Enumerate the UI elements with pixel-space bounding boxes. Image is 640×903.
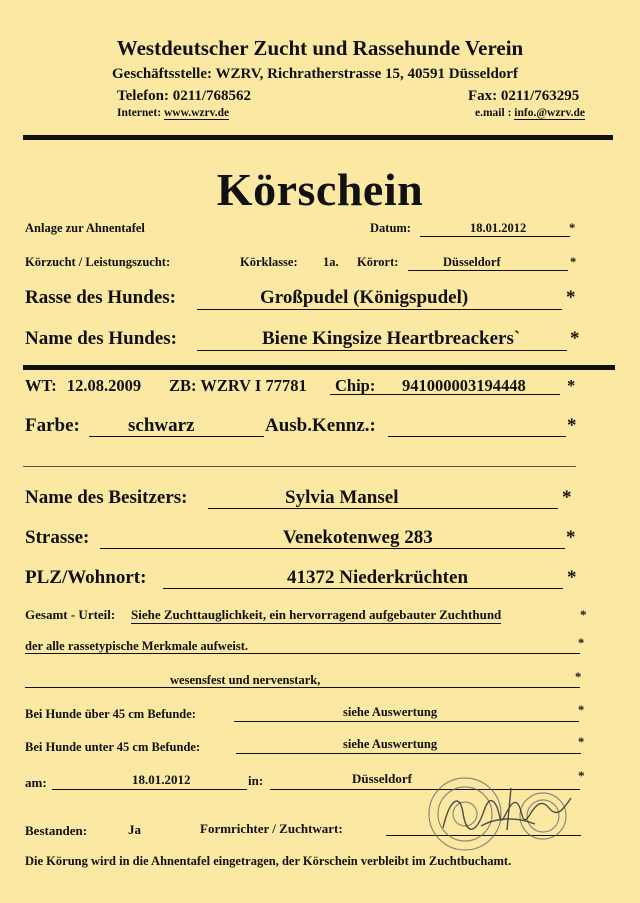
star-mark: *	[578, 703, 585, 717]
strasse-label: Strasse:	[25, 527, 90, 548]
star-mark: *	[567, 415, 577, 436]
wt-row	[25, 376, 141, 396]
datum-label: Datum:	[370, 221, 411, 235]
internet-label: Internet:	[117, 107, 162, 119]
internet	[117, 107, 229, 119]
star-mark: *	[566, 527, 576, 548]
star-mark: *	[566, 287, 576, 308]
wt-label: WT:	[25, 376, 57, 395]
hund-name-value: Biene Kingsize Heartbreackers`	[262, 328, 521, 349]
star-mark: *	[575, 670, 582, 684]
star-mark: *	[567, 567, 577, 588]
plz-label: PLZ/Wohnort:	[25, 567, 147, 588]
richter-label: Formrichter / Zuchtwart:	[200, 821, 343, 836]
star-mark: *	[569, 221, 576, 235]
office-address: Geschäftsstelle: WZRV, Richratherstrasse 15, 40591 Düsseldorf	[112, 66, 518, 82]
besitzer-value: Sylvia Mansel	[285, 487, 399, 508]
unter45-value: siehe Auswertung	[343, 737, 438, 751]
internet-link[interactable]: www.wzrv.de	[163, 107, 230, 119]
korklasse-label: Körklasse:	[240, 255, 298, 269]
zb-row	[169, 376, 307, 396]
korzucht-label: Körzucht / Leistungszucht:	[25, 255, 171, 269]
email-link[interactable]: info.@wzrv.de	[514, 107, 586, 119]
section-divider	[23, 365, 615, 370]
am-value: 18.01.2012	[132, 772, 191, 787]
header-divider	[23, 135, 613, 140]
farbe-value: schwarz	[128, 415, 195, 436]
in-label: in:	[248, 773, 264, 788]
ueber45-value: siehe Auswertung	[343, 705, 438, 719]
fax: Fax: 0211/763295	[468, 88, 580, 104]
star-mark: *	[562, 487, 572, 508]
email	[475, 107, 585, 119]
zb-label: ZB:	[169, 376, 197, 395]
anlage-label: Anlage zur Ahnentafel	[25, 221, 145, 235]
rasse-label: Rasse des Hundes:	[25, 287, 176, 308]
star-mark: *	[578, 636, 585, 650]
rasse-value: Großpudel (Königspudel)	[260, 287, 469, 308]
korort-value: Düsseldorf	[443, 255, 501, 269]
urteil-line-3: wesensfest und nervenstark,	[170, 673, 321, 687]
star-mark: *	[570, 255, 577, 269]
star-mark: *	[570, 328, 580, 349]
star-mark: *	[578, 735, 585, 749]
chip-value: 941000003194448	[402, 376, 526, 395]
star-mark: *	[578, 768, 585, 783]
zb-value: WZRV I 77781	[200, 376, 307, 395]
besitzer-label: Name des Besitzers:	[25, 487, 188, 508]
in-value: Düsseldorf	[352, 771, 412, 786]
chip-label: Chip:	[335, 376, 376, 395]
korklasse-value: 1a.	[323, 255, 339, 269]
star-mark: *	[580, 607, 587, 622]
page-title: Körschein	[216, 164, 424, 215]
bestanden-label: Bestanden:	[25, 823, 88, 838]
bestanden-value: Ja	[128, 822, 141, 837]
wt-value: 12.08.2009	[66, 376, 142, 395]
urteil-line-2: der alle rassetypische Merkmale aufweist.	[25, 639, 248, 653]
phone: Telefon: 0211/768562	[117, 88, 252, 104]
footer-note: Die Körung wird in die Ahnentafel eingetragen, der Körschein verbleibt im Zuchtbuchamt.	[25, 854, 512, 868]
star-mark: *	[567, 376, 576, 395]
unter45-label: Bei Hunde unter 45 cm Befunde:	[25, 740, 201, 754]
org-name: Westdeutscher Zucht und Rassehunde Verein	[116, 36, 524, 60]
plz-value: 41372 Niederkrüchten	[287, 567, 469, 588]
thin-divider	[23, 466, 576, 467]
ueber45-label: Bei Hunde über 45 cm Befunde:	[25, 707, 196, 721]
strasse-value: Venekotenweg 283	[283, 527, 433, 548]
datum-value: 18.01.2012	[470, 221, 527, 235]
korort-label: Körort:	[357, 255, 399, 269]
urteil-line-1: Siehe Zuchttauglichkeit, ein hervorragend aufgebauter Zuchthund	[131, 607, 502, 622]
urteil-label: Gesamt - Urteil:	[25, 607, 116, 622]
hund-name-label: Name des Hundes:	[25, 328, 178, 349]
ausb-label: Ausb.Kennz.:	[265, 415, 376, 436]
email-label: e.mail :	[475, 107, 512, 119]
stamp-seal	[425, 768, 585, 858]
farbe-label: Farbe:	[25, 415, 80, 436]
am-label: am:	[25, 775, 47, 790]
